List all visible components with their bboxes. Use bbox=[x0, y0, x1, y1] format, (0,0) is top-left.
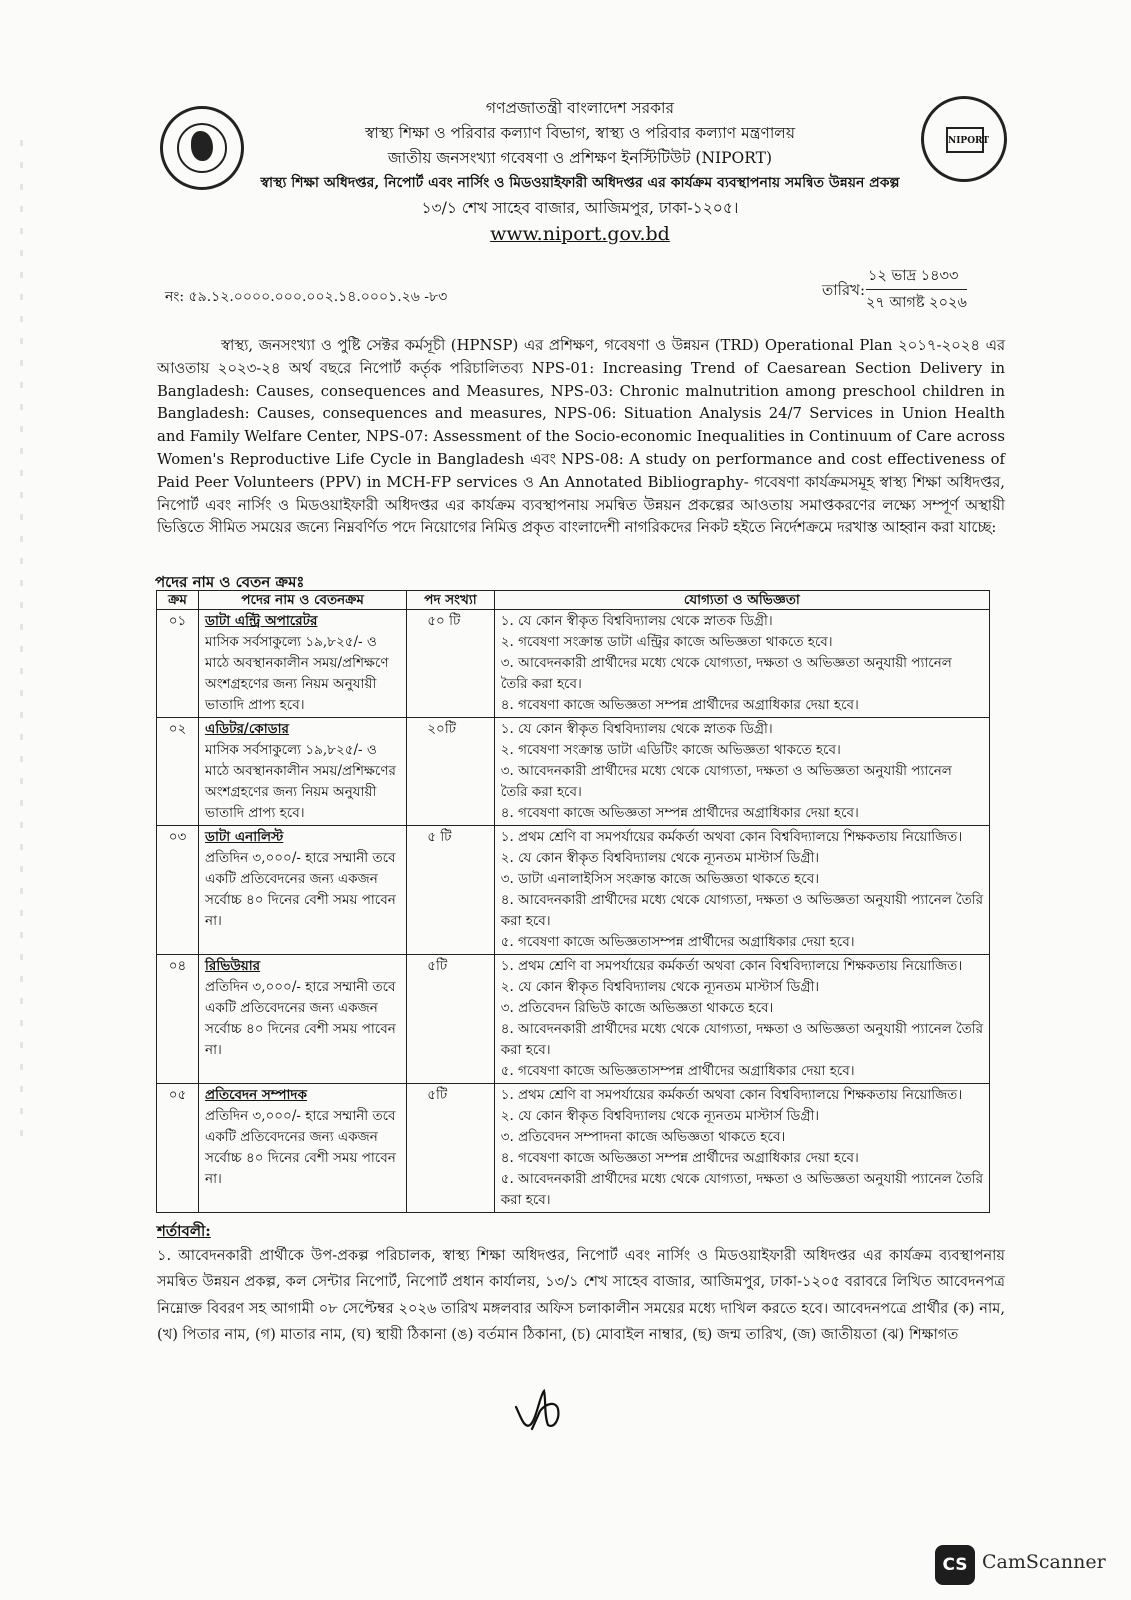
table-row bbox=[157, 718, 990, 826]
qualification-cell bbox=[494, 826, 989, 955]
table-header-row bbox=[157, 591, 990, 610]
signature-icon bbox=[510, 1385, 565, 1435]
qualification-line: করা হবে। bbox=[500, 1042, 551, 1058]
table-row bbox=[157, 955, 990, 1084]
qualification-line: ১. প্রথম শ্রেণি বা সমপর্যায়ের কর্মকর্তা অথবা কোন বিশ্ববিদ্যালয়ে শিক্ষকতায় নিয়োজিত। bbox=[500, 1087, 963, 1103]
camscanner-logo-icon: CS bbox=[935, 1545, 975, 1585]
terms-item-1: ১. আবেদনকারী প্রার্থীকে উপ-প্রকল্প পরিচালক, স্বাস্থ্য শিক্ষা অধিদপ্তর, নিপোর্ট এবং নার্সিং ও মিডওয়াইফারী অধিদপ্তর এর কার্যক্রম ব্যবস্থাপনায় সমন্বিত উন্নয়ন প্রকল্প, কল সেন্টার নিপোর্ট, নিপোর্ট প্রধান কার্যালয়, ১৩/১ শেখ সাহেব বাজার, আজিমপুর, ঢাকা-১২০৫ বরাবরে লিখিত আবেদনপত্র নিম্নোক্ত বিবরণ সহ আগামী ০৮ সেপ্টেম্বর ২০২৬ তারিখ মঙ্গলবার অফিস চলাকালীন সময়ের মধ্যে দাখিল করতে হবে। আবেদনপত্রে প্রার্থীর (ক) নাম, (খ) পিতার নাম, (গ) মাতার নাম, (ঘ) স্থায়ী ঠিকানা (ঙ) বর্তমান ঠিকানা, (চ) মোবাইল নাম্বার, (ছ) জন্ম তারিখ, (জ) জাতীয়তা (ঝ) শিক্ষাগত bbox=[157, 1247, 1005, 1344]
post-pay: প্রতিদিন ৩,০০০/- হারে সম্মানী তবে একটি প্রতিবেদনের জন্য একজন সর্বোচ্চ ৪০ দিনের বেশী সময় পাবেন না। bbox=[205, 850, 396, 929]
qualification-line: ৫. আবেদনকারী প্রার্থীদের মধ্যে থেকে যোগ্যতা, দক্ষতা ও অভিজ্ঞতা অনুযায়ী প্যানেল তৈরি bbox=[500, 1171, 983, 1187]
header-line-ministry: স্বাস্থ্য শিক্ষা ও পরিবার কল্যাণ বিভাগ, স্বাস্থ্য ও পরিবার কল্যাণ মন্ত্রণালয় bbox=[365, 124, 795, 142]
date-english: ২৭ আগষ্ট ২০২৬ bbox=[866, 295, 967, 311]
qualification-line: ২. যে কোন স্বীকৃত বিশ্ববিদ্যালয় থেকে ন্যূনতম মাস্টার্স ডিগ্রী। bbox=[500, 850, 820, 866]
post-cell bbox=[199, 718, 407, 826]
post-cell bbox=[199, 955, 407, 1084]
intro-paragraph: স্বাস্থ্য, জনসংখ্যা ও পুষ্টি সেক্টর কর্মসূচী (HPNSP) এর প্রশিক্ষণ, গবেষণা ও উন্নয়ন (TRD) Operational Plan ২০১৭-২০২৪ এর আওতায় ২০২৩-২৪ অর্থ বছরে নিপোর্ট কর্তৃক পরিচালিতব্য NPS-01: Increasing Trend of Caesarean Section Delivery in Bangladesh: Causes, consequences and Measures, NPS-03: Chronic malnutrition among preschool children in Bangladesh: Causes, consequences and measures, NPS-06: Situation Analysis 24/7 Services in Union Health and Family Welfare Center, NPS-07: Assessment of the Socio-economic Inequalities in Continuum of Care across Women's Reproductive Life Cycle in Bangladesh এবং NPS-08: A study on performance and cost effectiveness of Paid Peer Volunteers (PPV) in MCH-FP services ও An Annotated Bibliography- গবেষণা কার্যক্রমসমূহ স্বাস্থ্য শিক্ষা অধিদপ্তর, নিপোর্ট এবং নার্সিং ও মিডওয়াইফারী অধিদপ্তর এর কার্যক্রম ব্যবস্থাপনায় সমন্বিত উন্নয়ন প্রকল্পের আওতায় সমাপ্তকরণের লক্ষ্যে সম্পূর্ণ অস্থায়ী ভিত্তিতে সীমিত সময়ের জন্যে নিম্নবর্ণিত পদে নিয়োগের নিমিত্ত প্রকৃত বাংলাদেশী নাগরিকদের নিকট হইতে নির্দেশক্রমে দরখাস্ত আহ্বান করা যাচ্ছে: bbox=[157, 337, 1005, 537]
serial-cell: ০৩ bbox=[157, 826, 199, 955]
qualification-line: ১. প্রথম শ্রেণি বা সমপর্যায়ের কর্মকর্তা অথবা কোন বিশ্ববিদ্যালয়ে শিক্ষকতায় নিয়োজিত। bbox=[500, 958, 963, 974]
qualification-line: ৪. গবেষণা কাজে অভিজ্ঞতা সম্পন্ন প্রার্থীদের অগ্রাধিকার দেয়া হবে। bbox=[500, 805, 859, 821]
qualification-cell bbox=[494, 955, 989, 1084]
table-row bbox=[157, 826, 990, 955]
qualification-line: ৩. প্রতিবেদন সম্পাদনা কাজে অভিজ্ঞতা থাকতে হবে। bbox=[500, 1129, 786, 1145]
header-count: পদ সংখ্যা bbox=[407, 591, 494, 610]
table-row bbox=[157, 1084, 990, 1213]
qualification-line: ৫. গবেষণা কাজে অভিজ্ঞতাসম্পন্ন প্রার্থীদের অগ্রাধিকার দেয়া হবে। bbox=[500, 1063, 855, 1079]
qualification-line: ৩. আবেদনকারী প্রার্থীদের মধ্যে থেকে যোগ্যতা, দক্ষতা ও অভিজ্ঞতা অনুযায়ী প্যানেল bbox=[500, 763, 952, 779]
qualification-line: ২. যে কোন স্বীকৃত বিশ্ববিদ্যালয় থেকে ন্যূনতম মাস্টার্স ডিগ্রী। bbox=[500, 979, 820, 995]
post-pay: প্রতিদিন ৩,০০০/- হারে সম্মানী তবে একটি প্রতিবেদনের জন্য একজন সর্বোচ্চ ৪০ দিনের বেশী সময় পাবেন না। bbox=[205, 979, 396, 1058]
post-name: প্রতিবেদন সম্পাদক bbox=[205, 1087, 307, 1103]
date-bangla: ১২ ভাদ্র ১৪৩৩ bbox=[866, 263, 967, 290]
qualification-line: ১. যে কোন স্বীকৃত বিশ্ববিদ্যালয় থেকে স্নাতক ডিগ্রী। bbox=[500, 721, 773, 737]
posts-table bbox=[156, 590, 990, 1213]
header-qualification: যোগ্যতা ও অভিজ্ঞতা bbox=[494, 591, 989, 610]
post-cell bbox=[199, 826, 407, 955]
post-count: ২০টি bbox=[407, 718, 494, 826]
serial-cell: ০২ bbox=[157, 718, 199, 826]
post-name: এডিটর/কোডার bbox=[205, 721, 289, 737]
post-pay: প্রতিদিন ৩,০০০/- হারে সম্মানী তবে একটি প্রতিবেদনের জন্য একজন সর্বোচ্চ ৪০ দিনের বেশী সময় পাবেন না। bbox=[205, 1108, 396, 1187]
memo-date bbox=[866, 263, 967, 316]
header-line-institute: জাতীয় জনসংখ্যা গবেষণা ও প্রশিক্ষণ ইনস্টিটিউট (NIPORT) bbox=[387, 149, 773, 167]
post-cell bbox=[199, 610, 407, 718]
niport-seal-text: NIPORT bbox=[946, 127, 984, 153]
section-title: পদের নাম ও বেতন ক্রমঃ bbox=[155, 573, 305, 591]
qualification-line: ৩. ডাটা এনালাইসিস সংক্রান্ত কাজে অভিজ্ঞতা থাকতে হবে। bbox=[500, 871, 820, 887]
memo-number: নং: ৫৯.১২.০০০০.০০০.০০২.১৪.০০০১.২৬ -৮৩ bbox=[165, 289, 448, 305]
qualification-line: ৫. গবেষণা কাজে অভিজ্ঞতাসম্পন্ন প্রার্থীদের অগ্রাধিকার দেয়া হবে। bbox=[500, 934, 855, 950]
terms-title: শর্তাবলী: bbox=[157, 1222, 211, 1240]
post-count: ৫টি bbox=[407, 955, 494, 1084]
serial-cell: ০৫ bbox=[157, 1084, 199, 1213]
header-line-address: ১৩/১ শেখ সাহেব বাজার, আজিমপুর, ঢাকা-১২০৫। bbox=[421, 199, 739, 217]
qualification-line: ২. গবেষণা সংক্রান্ত ডাটা এডিটিং কাজে অভিজ্ঞতা থাকতে হবে। bbox=[500, 742, 841, 758]
post-pay: মাসিক সর্বসাকুল্যে ১৯,৮২৫/- ও মাঠে অবস্থানকালীন সময়/প্রশিক্ষণের অংশগ্রহণের জন্য নিয়ম অনুযায়ী ভাতাদি প্রাপ্য হবে। bbox=[205, 742, 396, 821]
post-count: ৫টি bbox=[407, 1084, 494, 1213]
table-row bbox=[157, 610, 990, 718]
qualification-line: করা হবে। bbox=[500, 913, 551, 929]
post-name: ডাটা এন্ট্রি অপারেটর bbox=[205, 613, 318, 629]
website-link[interactable]: www.niport.gov.bd bbox=[490, 223, 670, 245]
date-label: তারিখ: bbox=[822, 281, 866, 299]
qualification-line: ৪. গবেষণা কাজে অভিজ্ঞতা সম্পন্ন প্রার্থীদের অগ্রাধিকার দেয়া হবে। bbox=[500, 697, 859, 713]
qualification-line: ২. গবেষণা সংক্রান্ত ডাটা এন্ট্রির কাজে অভিজ্ঞতা থাকতে হবে। bbox=[500, 634, 833, 650]
qualification-line: তৈরি করা হবে। bbox=[500, 676, 582, 692]
qualification-line: ১. যে কোন স্বীকৃত বিশ্ববিদ্যালয় থেকে স্নাতক ডিগ্রী। bbox=[500, 613, 773, 629]
qualification-line: ২. যে কোন স্বীকৃত বিশ্ববিদ্যালয় থেকে ন্যূনতম মাস্টার্স ডিগ্রী। bbox=[500, 1108, 820, 1124]
post-name: রিভিউয়ার bbox=[205, 958, 261, 974]
bangladesh-govt-seal-icon bbox=[160, 106, 244, 190]
header-post: পদের নাম ও বেতনক্রম bbox=[199, 591, 407, 610]
qualification-cell bbox=[494, 718, 989, 826]
qualification-line: ৪. আবেদনকারী প্রার্থীদের মধ্যে থেকে যোগ্যতা, দক্ষতা ও অভিজ্ঞতা অনুযায়ী প্যানেল তৈরি bbox=[500, 1021, 983, 1037]
camscanner-watermark: CamScanner bbox=[982, 1551, 1106, 1573]
post-pay: মাসিক সর্বসাকুল্যে ১৯,৮২৫/- ও মাঠে অবস্থানকালীন সময়/প্রশিক্ষণে অংশগ্রহণের জন্য নিয়ম অনুযায়ী ভাতাদি প্রাপ্য হবে। bbox=[205, 634, 389, 713]
header-serial: ক্রম bbox=[157, 591, 199, 610]
qualification-line: ৩. প্রতিবেদন রিভিউ কাজে অভিজ্ঞতা থাকতে হবে। bbox=[500, 1000, 774, 1016]
qualification-line: ৪. আবেদনকারী প্রার্থীদের মধ্যে থেকে যোগ্যতা, দক্ষতা ও অভিজ্ঞতা অনুযায়ী প্যানেল তৈরি bbox=[500, 892, 983, 908]
qualification-line: ৪. গবেষণা কাজে অভিজ্ঞতা সম্পন্ন প্রার্থীদের অগ্রাধিকার দেয়া হবে। bbox=[500, 1150, 859, 1166]
qualification-line: তৈরি করা হবে। bbox=[500, 784, 582, 800]
post-count: ৫০ টি bbox=[407, 610, 494, 718]
post-name: ডাটা এনালিস্ট bbox=[205, 829, 284, 845]
post-count: ৫ টি bbox=[407, 826, 494, 955]
qualification-line: করা হবে। bbox=[500, 1192, 551, 1208]
post-cell bbox=[199, 1084, 407, 1213]
header-line-govt: গণপ্রজাতন্ত্রী বাংলাদেশ সরকার bbox=[485, 99, 675, 117]
serial-cell: ০১ bbox=[157, 610, 199, 718]
qualification-cell bbox=[494, 1084, 989, 1213]
letterhead bbox=[250, 96, 910, 245]
qualification-cell bbox=[494, 610, 989, 718]
niport-seal-icon bbox=[921, 96, 1007, 182]
qualification-line: ১. প্রথম শ্রেণি বা সমপর্যায়ের কর্মকর্তা অথবা কোন বিশ্ববিদ্যালয়ে শিক্ষকতায় নিয়োজিত। bbox=[500, 829, 963, 845]
header-line-project: স্বাস্থ্য শিক্ষা অধিদপ্তর, নিপোর্ট এবং নার্সিং ও মিডওয়াইফারী অধিদপ্তর এর কার্যক্রম ব্যবস্থাপনায় সমন্বিত উন্নয়ন প্রকল্প bbox=[260, 175, 900, 191]
qualification-line: ৩. আবেদনকারী প্রার্থীদের মধ্যে থেকে যোগ্যতা, দক্ষতা ও অভিজ্ঞতা অনুযায়ী প্যানেল bbox=[500, 655, 952, 671]
serial-cell: ০৪ bbox=[157, 955, 199, 1084]
scan-margin-marks bbox=[20, 140, 23, 1140]
